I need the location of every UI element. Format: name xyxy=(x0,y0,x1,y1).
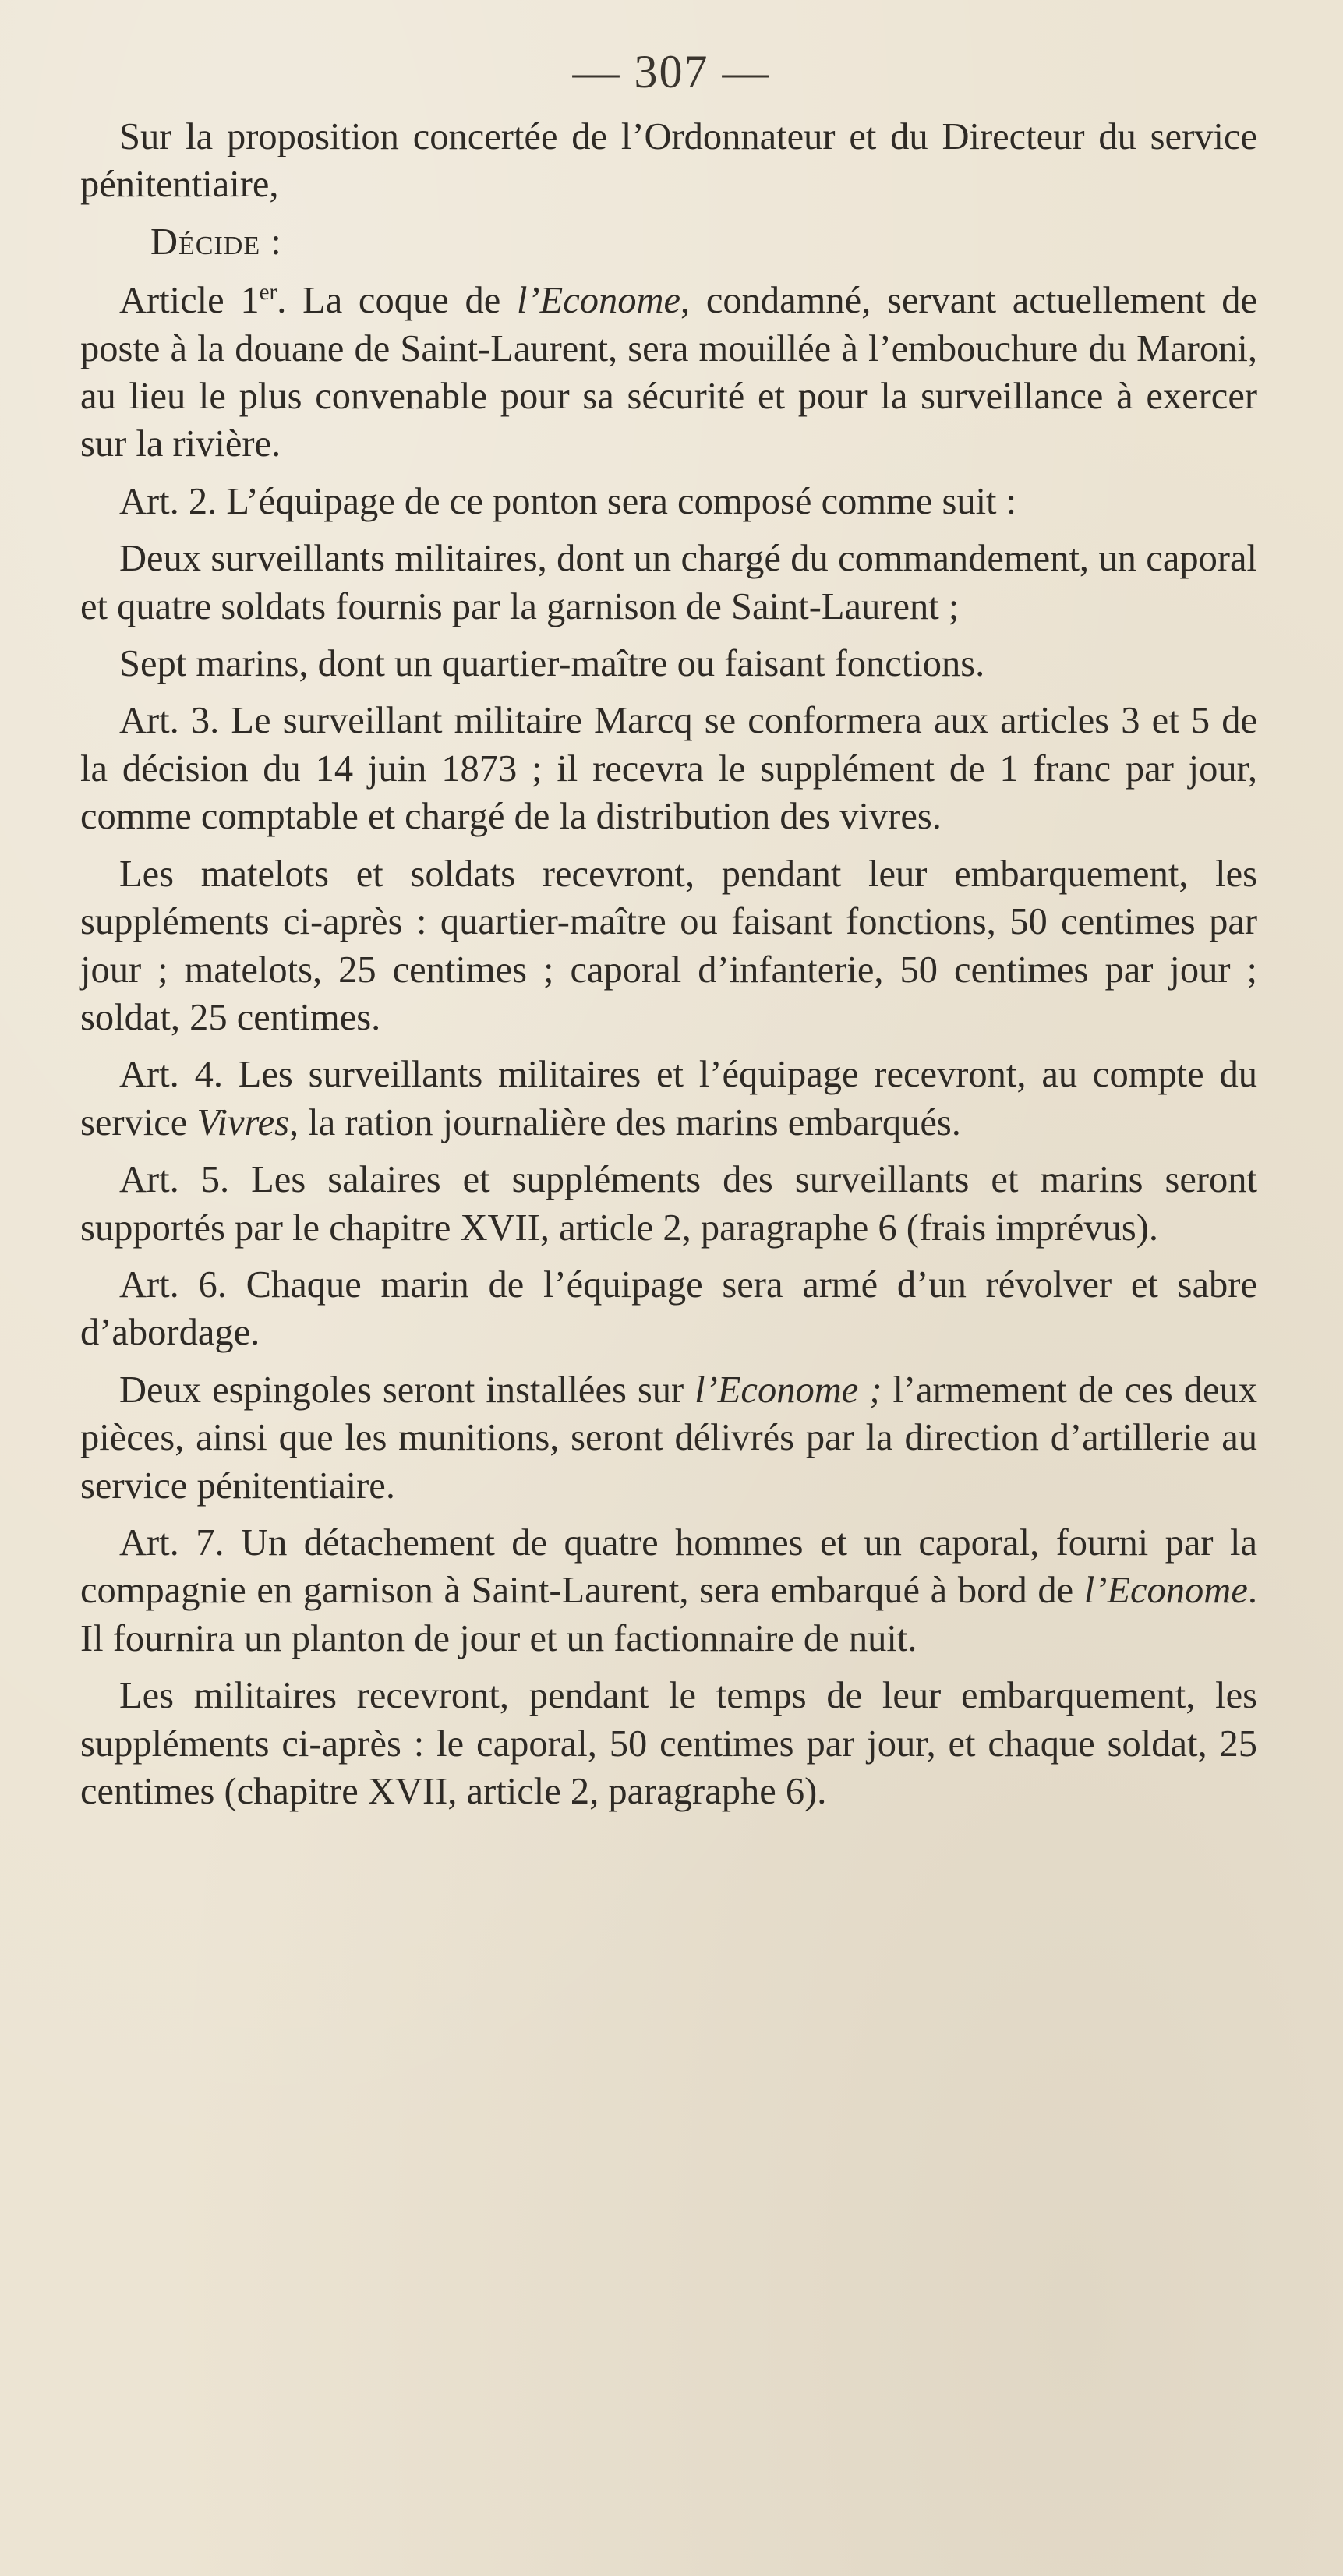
article-7-supplements: Les militaires recevront, pendant le temps de leur embarquement, les suppléments ci-après : le caporal, 50 centimes par jour, et chaque soldat, 25 centimes (chapitre XVII, article 2, paragraphe 6). xyxy=(80,1675,1257,1812)
ship-name: l’Econome xyxy=(1083,1570,1248,1612)
intro-paragraph: Sur la proposition concertée de l’Ordonnateur et du Directeur du service pénitentiaire, xyxy=(80,116,1257,206)
service-name: Vivres xyxy=(196,1101,289,1143)
article-7-text-before: Art. 7. Un détachement de quatre hommes et un caporal, fourni par la compagnie en garnison à Saint-Laurent, sera embarqué à bord de xyxy=(80,1521,1257,1612)
article-2-paragraph: Art. 2. L’équipage de ce ponton sera composé comme suit : xyxy=(119,480,1017,522)
article-1-text-before: . La coque de xyxy=(277,280,517,322)
page-number: — 307 — xyxy=(572,46,771,97)
body-text xyxy=(80,113,1257,1825)
article-1-superscript: er xyxy=(259,280,277,306)
article-7-text-after: . Il fournira un planton de jour et un factionnaire de nuit. xyxy=(80,1570,1257,1659)
article-4-paragraph xyxy=(80,1051,1257,1147)
decide-heading: Décide : xyxy=(150,221,282,263)
article-6-espingoles-before: Deux espingoles seront installées sur xyxy=(119,1369,695,1411)
article-3-supplements: Les matelots et soldats recevront, pendant leur embarquement, les suppléments ci-après : quartier-maître ou faisant fonctions, 50 centimes par jour ; matelots, 25 centimes ; caporal d’infanterie, 50 centimes par jour ; soldat, 25 centimes. xyxy=(80,853,1257,1038)
ship-name: l’Econome ; xyxy=(694,1369,882,1411)
article-1-prefix: Article 1 xyxy=(119,280,260,322)
article-2-line-1: Deux surveillants militaires, dont un chargé du commandement, un caporal et quatre soldats fournis par la garnison de Saint-Laurent ; xyxy=(80,538,1257,627)
article-7-paragraph xyxy=(80,1519,1257,1663)
article-3-paragraph: Art. 3. Le surveillant militaire Marcq se conformera aux articles 3 et 5 de la décision du 14 juin 1873 ; il recevra le supplément de 1 franc par jour, comme comptable et chargé de la distribution des vivres. xyxy=(80,700,1257,838)
article-4-text-before: Art. 4. Les surveillants militaires et l’équipage recevront, au compte du service xyxy=(80,1054,1257,1143)
article-6-espingoles xyxy=(80,1366,1257,1510)
article-4-text-after: , la ration journalière des marins embarqués. xyxy=(288,1101,961,1143)
article-1-text-after: , condamné, servant actuellement de poste à la douane de Saint-Laurent, sera mouillée à l’embouchure du Maroni, au lieu le plus convenable pour sa sécurité et pour la surveillance à exercer sur la rivière. xyxy=(80,280,1258,465)
ship-name: l’Econome xyxy=(516,280,681,322)
article-5-paragraph: Art. 5. Les salaires et suppléments des surveillants et marins seront supportés par le chapitre XVII, article 2, paragraphe 6 (frais imprévus). xyxy=(80,1159,1257,1249)
article-1-paragraph xyxy=(80,277,1257,468)
article-2-line-2: Sept marins, dont un quartier-maître ou faisant fonctions. xyxy=(119,643,985,685)
article-6-espingoles-after: l’armement de ces deux pièces, ainsi que les munitions, seront délivrés par la direction d’artillerie au service pénitentiaire. xyxy=(80,1369,1257,1507)
article-6-paragraph: Art. 6. Chaque marin de l’équipage sera armé d’un révolver et sabre d’abordage. xyxy=(80,1263,1257,1354)
